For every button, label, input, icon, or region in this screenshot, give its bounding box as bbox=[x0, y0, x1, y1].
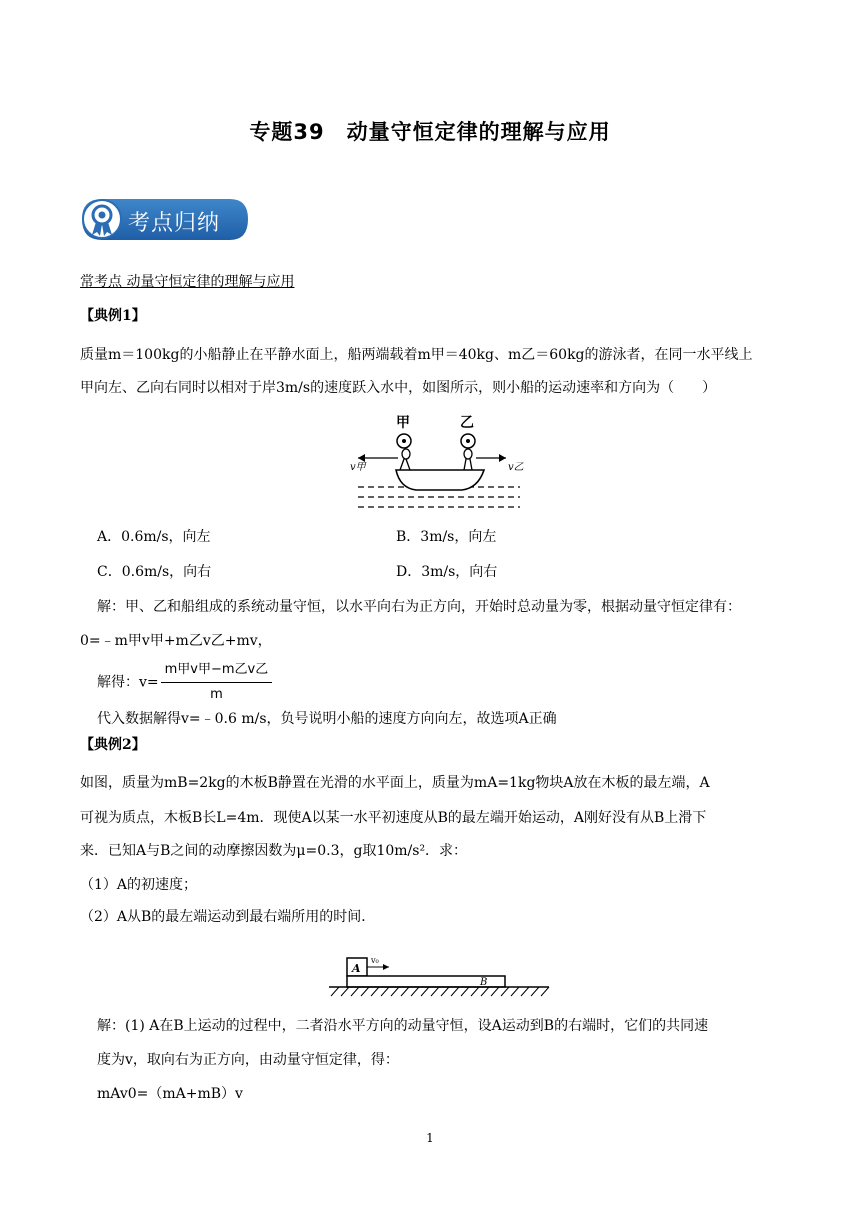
option-a: A．0.6m/s，向左 bbox=[97, 529, 211, 545]
solution1-line3-prefix: 解得：v= bbox=[97, 674, 159, 691]
example2-part2: （2）A从B的最左端运动到最右端所用的时间． bbox=[80, 909, 376, 925]
page-title: 专题39 动量守恒定律的理解与应用 bbox=[249, 120, 611, 144]
label-board-b: B bbox=[480, 977, 488, 988]
boat-figure-drawing bbox=[358, 434, 520, 507]
label-yi: 乙 bbox=[460, 415, 474, 431]
solution1-fraction bbox=[161, 660, 273, 705]
solution1-line2: 0=﹣m甲v甲+m乙v乙+mv， bbox=[80, 633, 272, 649]
example1-question-line1: 质量m＝100kg的小船静止在平静水面上，船两端载着m甲＝40kg、m乙＝60kg的游泳者，在同一水平线上 bbox=[80, 347, 753, 363]
example2-question-line3: 来．已知A与B之间的动摩擦因数为μ=0.3，g取10m/s²．求： bbox=[80, 843, 468, 859]
award-ribbon-icon bbox=[88, 203, 118, 237]
section-heading: 常考点 动量守恒定律的理解与应用 bbox=[80, 274, 295, 290]
example2-question-line2: 可视为质点，木板B长L=4m．现使A以某一水平初速度从B的最左端开始运动，A刚好没有从B上滑下 bbox=[80, 810, 707, 826]
banner-label: 考点归纳 bbox=[128, 211, 221, 236]
label-jia: 甲 bbox=[396, 415, 410, 431]
label-v-right: v乙 bbox=[508, 462, 524, 473]
board-figure bbox=[325, 950, 553, 1002]
fraction-denominator: m bbox=[210, 687, 223, 702]
label-block-a: A bbox=[352, 962, 361, 975]
fraction-numerator: m甲v甲−m乙v乙 bbox=[161, 660, 273, 683]
boat-figure bbox=[344, 414, 530, 512]
example1-question-line2: 甲向左、乙向右同时以相对于岸3m/s的速度跃入水中，如图所示，则小船的运动速率和方向为（ ） bbox=[80, 380, 717, 396]
solution2-line2: 度为v，取向右为正方向，由动量守恒定律，得： bbox=[97, 1052, 399, 1068]
solution1-line1: 解：甲、乙和船组成的系统动量守恒，以水平向右为正方向，开始时总动量为零，根据动量守恒定律有： bbox=[97, 599, 741, 615]
label-v-left: v甲 bbox=[350, 462, 366, 473]
option-c: C．0.6m/s，向右 bbox=[97, 564, 212, 580]
solution1-line3 bbox=[97, 660, 272, 705]
page-number: 1 bbox=[426, 1131, 434, 1145]
board-figure-drawing bbox=[329, 958, 549, 996]
section-banner bbox=[80, 197, 250, 242]
example1-label: 【典例1】 bbox=[80, 308, 146, 324]
option-d: D．3m/s，向右 bbox=[396, 564, 498, 580]
example2-part1: （1）A的初速度； bbox=[80, 877, 198, 893]
solution2-line3: mAv0=（mA+mB）v bbox=[97, 1086, 243, 1102]
example2-label: 【典例2】 bbox=[80, 737, 146, 753]
example2-question-line1: 如图，质量为mB=2kg的木板B静置在光滑的水平面上，质量为mA=1kg物块A放在木板的最左端，A bbox=[80, 775, 710, 791]
label-v0: v₀ bbox=[371, 956, 379, 965]
option-b: B．3m/s，向左 bbox=[396, 529, 497, 545]
solution2-line1: 解：(1) A在B上运动的过程中，二者沿水平方向的动量守恒，设A运动到B的右端时，它们的共同速 bbox=[97, 1018, 709, 1034]
solution1-line4: 代入数据解得v=﹣0.6 m/s，负号说明小船的速度方向向左，故选项A正确 bbox=[97, 711, 557, 727]
